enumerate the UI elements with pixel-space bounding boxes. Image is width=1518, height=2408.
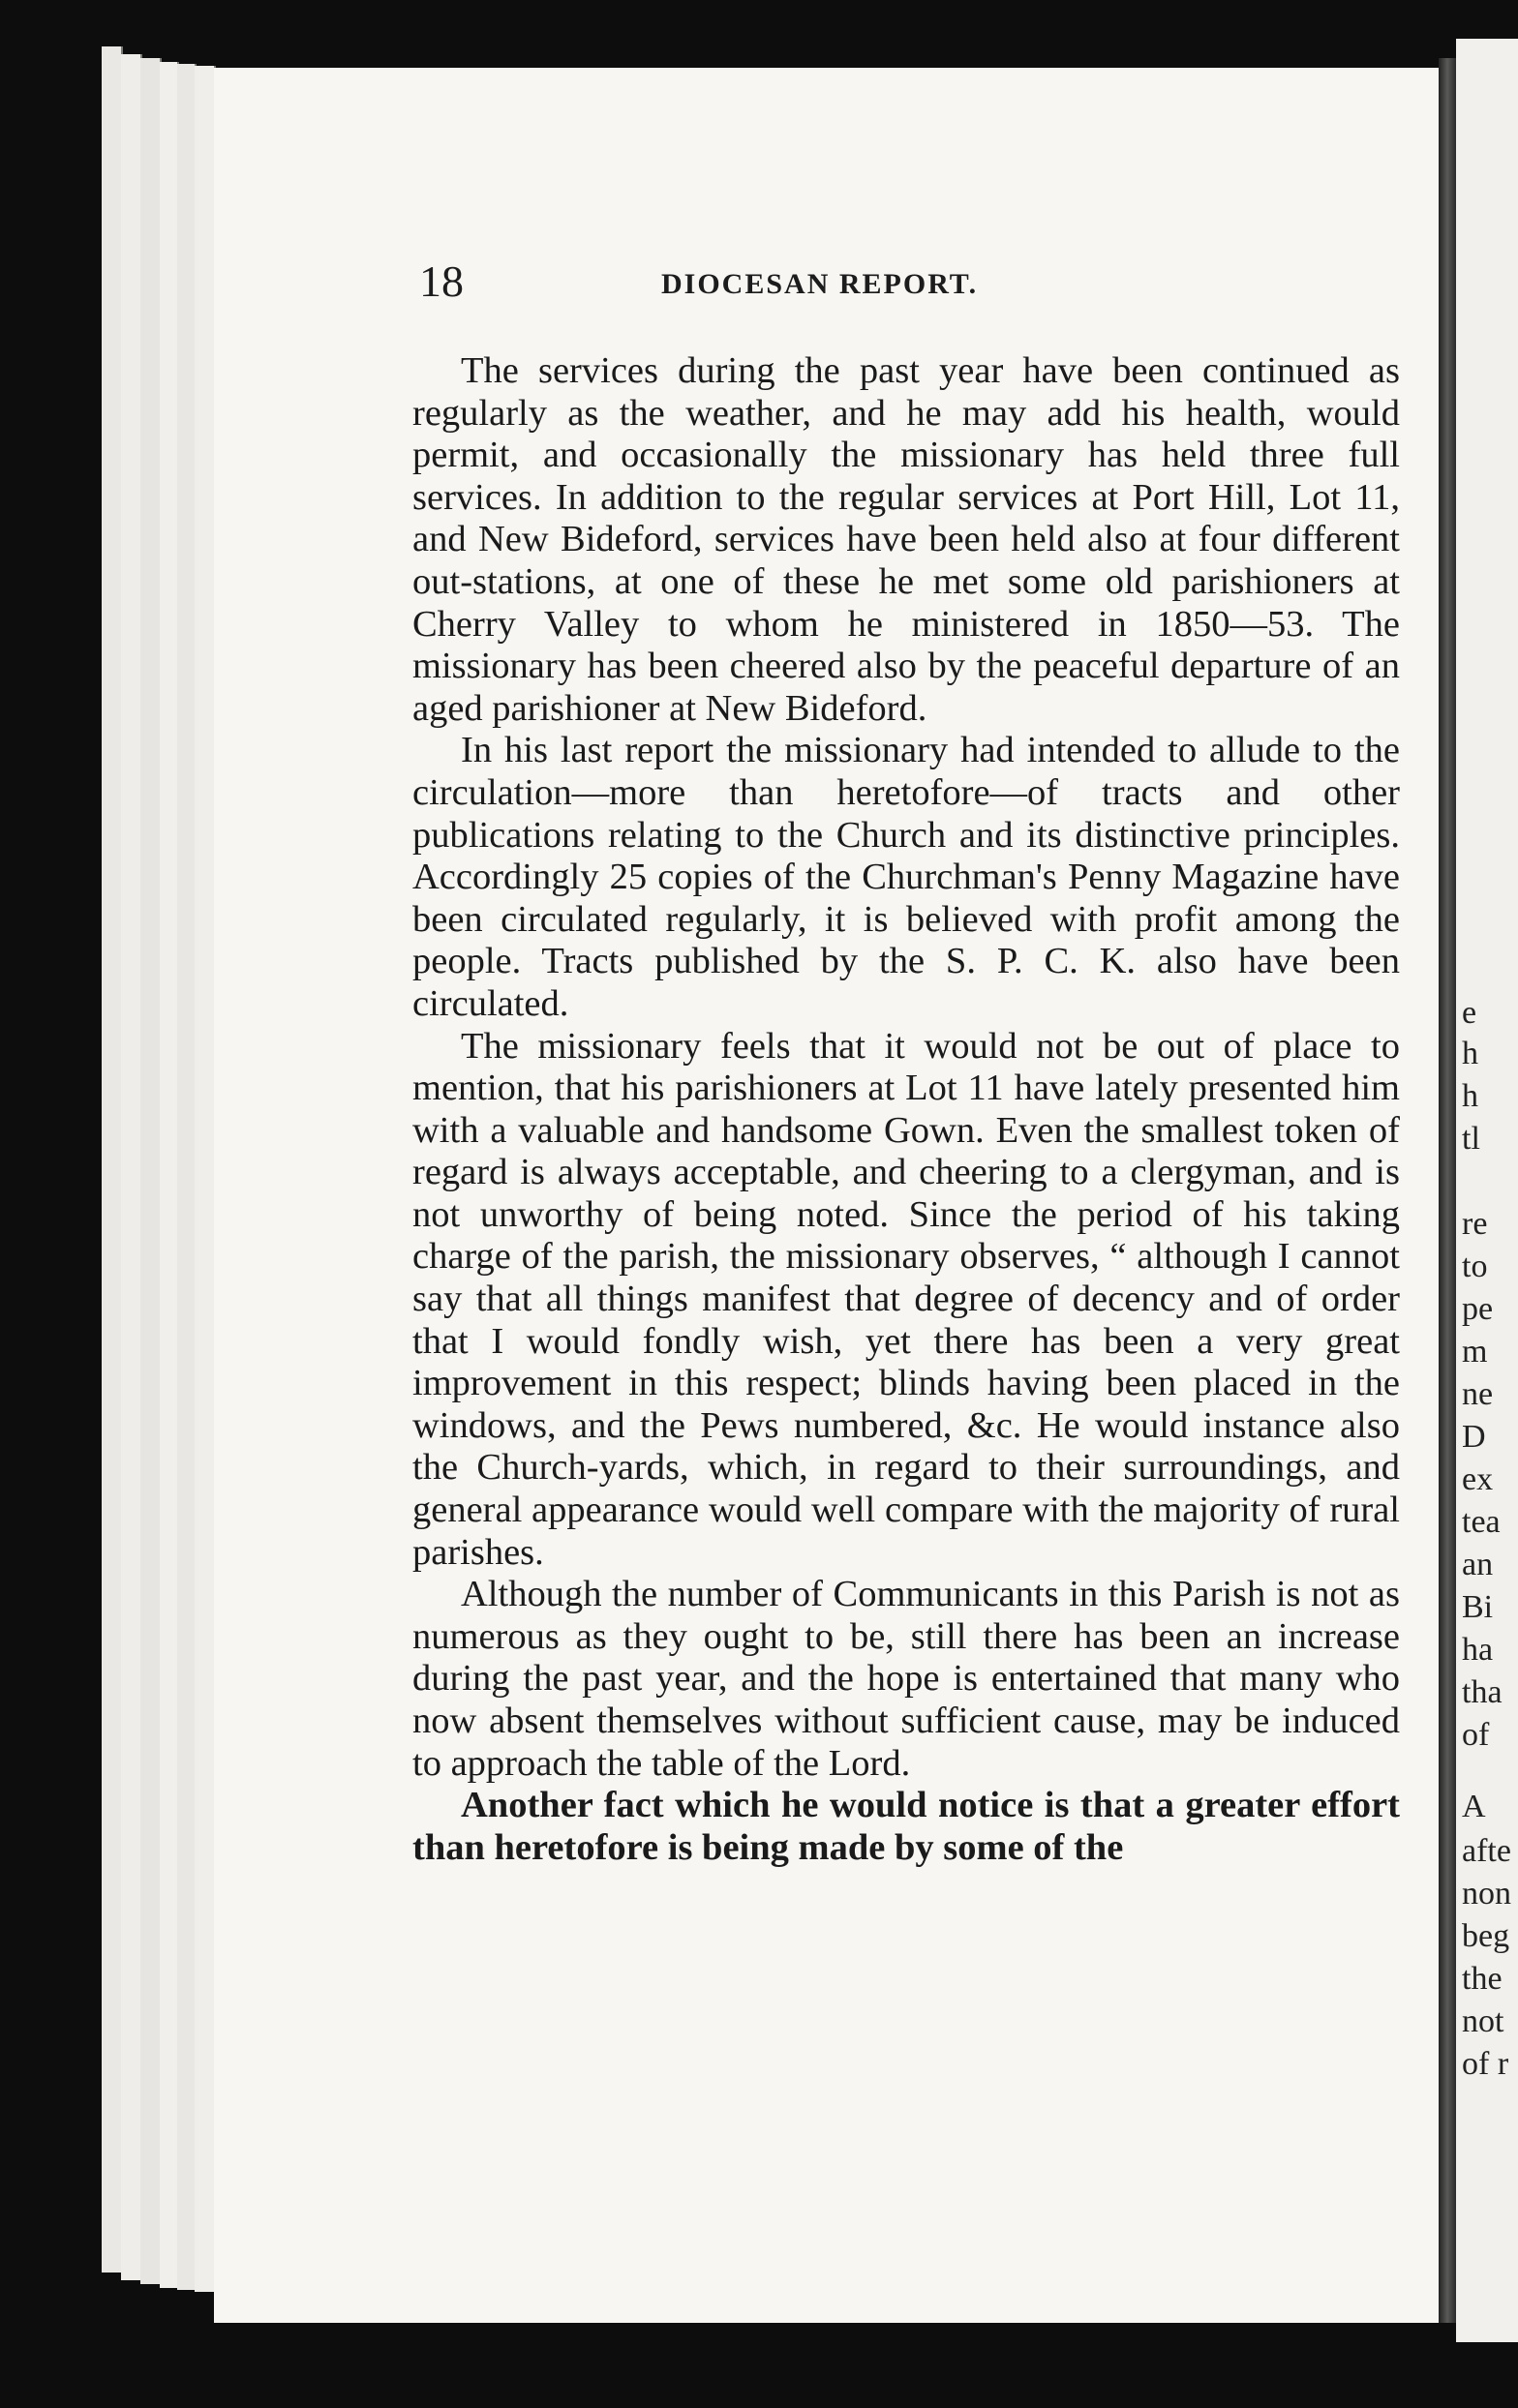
page-body bbox=[412, 350, 1400, 1869]
facing-page bbox=[1456, 39, 1518, 2342]
facing-page-fragment: ha bbox=[1462, 1632, 1494, 1668]
facing-page-fragment: h bbox=[1462, 1036, 1478, 1071]
paragraph: Another fact which he would notice is that a greater effort than heretofore is being made by some of the bbox=[412, 1785, 1400, 1868]
book-page bbox=[214, 68, 1439, 2323]
facing-page-fragment: not bbox=[1462, 2003, 1504, 2039]
facing-page-fragment: ex bbox=[1462, 1461, 1494, 1497]
facing-page-fragment: beg bbox=[1462, 1918, 1510, 1954]
page-edge bbox=[121, 54, 142, 2280]
facing-page-fragment: tl bbox=[1462, 1121, 1480, 1157]
facing-page-fragment: tha bbox=[1462, 1674, 1503, 1710]
facing-page-fragment: of r bbox=[1462, 2046, 1509, 2082]
facing-page-fragment: an bbox=[1462, 1547, 1494, 1582]
page-header bbox=[419, 257, 1416, 306]
facing-page-fragment: h bbox=[1462, 1078, 1478, 1114]
facing-page-fragment: m bbox=[1462, 1334, 1488, 1370]
book-gutter bbox=[1439, 58, 1456, 2323]
facing-page-fragment: e bbox=[1462, 995, 1477, 1031]
page-edge bbox=[177, 64, 197, 2290]
facing-page-fragment: pe bbox=[1462, 1291, 1494, 1327]
facing-page-fragment: afte bbox=[1462, 1833, 1511, 1869]
page-number: 18 bbox=[419, 256, 464, 306]
paragraph: Although the number of Communicants in this Parish is not as numerous as they ought to be, still there has been an increase during the past year, and the hope is entertained that many who now absent themselves without sufficient cause, may be induced to approach the table of the Lord. bbox=[412, 1574, 1400, 1784]
page-edge bbox=[195, 66, 216, 2292]
running-title: DIOCESAN REPORT. bbox=[661, 268, 979, 300]
facing-page-fragment: A bbox=[1462, 1789, 1486, 1824]
facing-page-fragment: of bbox=[1462, 1717, 1490, 1753]
page-edge bbox=[160, 62, 179, 2288]
paragraph: The services during the past year have been continued as regularly as the weather, and he may add his health, would permit, and occasionally the missionary has held three full services. In addition to the regular services at Port Hill, Lot 11, and New Bideford, services have been held also at four different out-stations, at one of these he met some old parishioners at Cherry Valley to whom he ministered in 1850—53. The missionary has been cheered also by the peaceful departure of an aged parishioner at New Bideford. bbox=[412, 350, 1400, 729]
facing-page-fragment: ne bbox=[1462, 1376, 1494, 1412]
facing-page-fragment: re bbox=[1462, 1206, 1488, 1242]
facing-page-fragment: the bbox=[1462, 1961, 1503, 1997]
paragraph: In his last report the missionary had intended to allude to the circulation—more than heretofore—of tracts and other publications relating to the Church and its distinctive principles. Accordingly 25 copies of the Churchman's Penny Magazine have been circulated regularly, it is believed with profit among the people. Tracts published by the S. P. C. K. also have been circulated. bbox=[412, 730, 1400, 1024]
facing-page-fragment: D bbox=[1462, 1419, 1486, 1455]
facing-page-fragment: tea bbox=[1462, 1504, 1501, 1540]
paragraph: The missionary feels that it would not be out of place to mention, that his parishioners at Lot 11 have lately presented him with a valuable and handsome Gown. Even the smallest token of regard is always acceptable, and cheering to a clergyman, and is not unworthy of being noted. Since the period of his taking charge of the parish, the missionary observes, “ although I cannot say that all things manifest that degree of decency and of order that I would fondly wish, yet there has been a very great improvement in this respect; blinds having been placed in the windows, and the Pews numbered, &c. He would instance also the Church-yards, which, in regard to their surroundings, and general appearance would well compare with the majority of rural parishes. bbox=[412, 1025, 1400, 1573]
page-edge bbox=[140, 58, 162, 2284]
page-edge bbox=[102, 46, 123, 2273]
facing-page-fragment: non bbox=[1462, 1876, 1511, 1911]
facing-page-fragment: to bbox=[1462, 1249, 1488, 1284]
facing-page-fragment: Bi bbox=[1462, 1589, 1494, 1625]
